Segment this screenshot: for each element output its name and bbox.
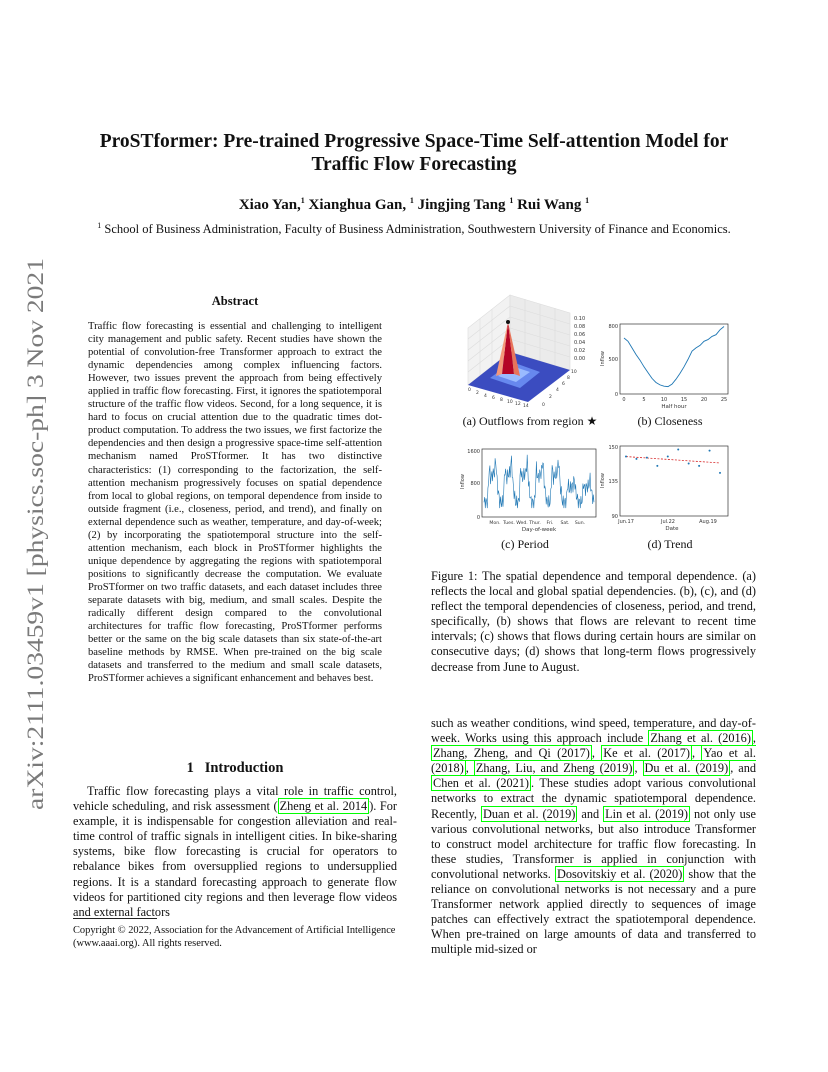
trend-chart [596, 440, 736, 535]
rc-text: , [465, 761, 474, 776]
c-xtick: Wed. [516, 521, 528, 526]
figure-1d [596, 440, 736, 535]
d-ytick: 135 [608, 479, 618, 485]
author-3: Jingjing Tang [417, 197, 506, 213]
c-xtick: Sun. [574, 521, 586, 526]
right-column-paragraph [431, 716, 756, 958]
d-xlabel: Date [665, 526, 679, 532]
rc-text: , and [730, 761, 757, 776]
a-ytick: 10 [571, 370, 577, 375]
a-xtick: 10 [507, 400, 513, 405]
c-xtick: Tues. [503, 521, 515, 526]
citation-link[interactable]: Du et al. (2019) [644, 761, 729, 776]
d-xtick: Jul.22 [661, 519, 675, 525]
period-series-line [484, 455, 594, 508]
figure-1c [454, 445, 602, 535]
b-xtick: 5 [642, 397, 646, 403]
b-ytick: 500 [608, 357, 618, 363]
intro-text-b: ). For example, it is indispensable for congestion alleviation and real-time control of traffic signals in intelligent cities. In bike-sharing systems, bike flow forecasting is crucial for operators to rebalance bikes from oversupplied regions to undersupplied regions. It is a standard forecasting approach to generate flow videos for partitioned city regions and then leverage flow videos and external factors [73, 799, 398, 919]
c-xtick: Thur. [529, 521, 541, 526]
citation-link[interactable]: Lin et al. (2019) [605, 806, 688, 821]
b-xtick: 15 [680, 397, 688, 403]
author-2-sup: 1 [409, 196, 414, 205]
closeness-series-line [624, 327, 724, 387]
intro-paragraph [73, 784, 397, 920]
d-axes [620, 446, 728, 516]
a-ytick: 0 [542, 403, 545, 408]
author-1: Xiao Yan, [238, 197, 301, 213]
a-xtick: 2 [476, 391, 479, 396]
b-xtick: 25 [720, 397, 728, 403]
arxiv-stamp-text: arXiv:2111.03459v1 [physics.soc-ph] 3 Nov 2021 [23, 339, 49, 810]
rc-text: , [692, 746, 702, 761]
citation-link[interactable]: Zhang, Liu, and Zheng (2019) [475, 761, 633, 776]
figure-1a [450, 290, 610, 415]
rc-text: and [577, 806, 604, 821]
rc-text: such as weather conditions, wind speed, temperature, and day-of-week. Works using this approach include [431, 716, 756, 746]
abstract-text: Traffic flow forecasting is essential and challenging to intelligent city management and public safety. Recent studies have shown the potential of convolution-free Transformer approach to extract the dynamic dependencies among complex influencing factors. However, two issues prevent the approach from being effectively applied in traffic flow forecasting. First, it ignores the spatiotemporal structure of the traffic flow videos. Second, for a long sequence, it is hard to focus on crucial attention due to the quadratic times dot-product computation. To address the two issues, we first factorize the dependencies and then design a progressive space-time self-attention mechanism named ProSTformer. It has two distinctive characteristics: (1) corresponding to the factorization, the self-attention mechanism progressively focuses on spatial dependence from local to global regions, on temporal dependence from inside to outside fragment (i.e., closeness, period, and trend), and finally on external dependence such as weather, temperature, and day-of-week; (2) by incorporating the spatiotemporal structure into the self-attention mechanism, each block in ProSTformer highlights the unique dependence by aggregating the regions with spatiotemporal positions to significantly decrease the computation. We evaluate ProSTformer on two traffic datasets, and each dataset includes three separate datasets with big, medium, and small scales. Despite the radically different design compared to the convolutional architectures for traffic flow forecasting, ProSTformer performs better or the same on the big scale datasets than six state-of-the-art baseline methods by RMSE. When pre-trained on the big scale datasets and transferred to the medium and small scale datasets, ProSTformer achieves a significant enhancement and behaves best. [88, 321, 382, 685]
c-xtick: Fri. [546, 521, 554, 526]
citation-link[interactable]: Zheng et al. 2014 [279, 799, 368, 814]
trend-point [635, 458, 637, 460]
trend-point [688, 463, 690, 465]
trend-point [646, 457, 648, 459]
rc-text: . These studies adopt various convolutional networks to extract the dynamic spatiotemporal dependence. Recently, [431, 776, 756, 821]
b-axes [620, 324, 728, 394]
c-ytick: 1600 [467, 449, 480, 455]
b-ylabel: Inflow [600, 351, 606, 366]
citation-link[interactable]: Duan et al. (2019) [483, 806, 576, 821]
c-axes [482, 449, 596, 517]
copyright-footnote: Copyright © 2022, Association for the Advancement of Artificial Intelligence (www.aaai.org). All rights reserved. [73, 925, 396, 949]
affiliation-text: School of Business Administration, Faculty of Business Administration, Southwestern University of Finance and Economics. [104, 222, 731, 237]
a-ztick: 0.10 [574, 316, 586, 322]
a-ytick: 4 [556, 388, 559, 393]
section-title: Introduction [204, 760, 284, 776]
author-1-sup: 1 [300, 196, 305, 205]
b-xtick: 20 [700, 397, 708, 403]
subcaption-c: (c) Period [501, 537, 549, 551]
footnote-rule [73, 918, 157, 919]
subcaption-b: (b) Closeness [637, 414, 703, 428]
citation-link[interactable]: Yao et al. (2018) [431, 746, 757, 776]
intro-text-a: Traffic flow forecasting plays a vital role in traffic control, vehicle scheduling, and risk assessment ( [73, 784, 397, 814]
trend-point [709, 450, 711, 452]
a-xtick: 4 [484, 394, 487, 399]
trend-fit-line [626, 457, 720, 463]
a-ytick: 8 [567, 376, 570, 381]
a-ztick: 0.08 [574, 324, 586, 330]
c-ytick: 0 [476, 515, 480, 521]
trend-point [719, 472, 721, 474]
c-ytick: 800 [470, 481, 480, 487]
author-2: Xianghua Gan, [308, 197, 407, 213]
a-xtick: 6 [492, 396, 495, 401]
a-ztick: 0.00 [574, 356, 586, 362]
a-ztick: 0.06 [574, 332, 586, 338]
section-heading-introduction [73, 760, 397, 777]
d-xtick: Aug.19 [699, 519, 717, 525]
d-ylabel: Inflow [600, 473, 606, 488]
rc-text: , [591, 746, 602, 761]
author-list [60, 196, 768, 214]
d-xtick: Jun.17 [618, 519, 634, 525]
author-4: Rui Wang [517, 197, 582, 213]
a-ytick: 6 [562, 382, 565, 387]
figure-1b [596, 318, 736, 413]
trend-point [625, 456, 627, 458]
trend-point [677, 449, 679, 451]
trend-point [667, 456, 669, 458]
period-chart [454, 445, 602, 535]
paper-title [60, 130, 768, 176]
title-line-1: ProSTformer: Pre-trained Progressive Space-Time Self-attention Model for [99, 131, 729, 152]
a-xtick: 12 [515, 402, 521, 407]
a-xtick: 0 [468, 388, 471, 393]
surface-plot [450, 290, 610, 415]
rc-text: show that the reliance on convolutional networks is not necessary and a pure Transformer network applied directly to sequences of image patches can effectively extract the spatiotemporal dependence. When pre-trained on large amounts of data and transferred to multiple mid-sized or [431, 866, 756, 957]
a-xtick: 14 [523, 404, 529, 409]
a-ytick: 2 [549, 395, 552, 400]
citation-link[interactable]: Chen et al. (2021) [433, 776, 530, 791]
author-3-sup: 1 [509, 196, 514, 205]
closeness-chart [596, 318, 736, 413]
arxiv-stamp [18, 255, 50, 815]
b-xtick: 10 [660, 397, 668, 403]
d-ytick: 90 [611, 514, 618, 520]
c-xtick: Mon. [489, 521, 501, 526]
rc-text: , [752, 731, 756, 746]
b-xlabel: Half hour [661, 404, 687, 410]
a-ztick: 0.02 [574, 348, 586, 354]
rc-text: not only use various convolutional networks, but also introduce Transformer to construct model architecture for traffic flow forecasting. In these studies, Transformer is applied in conjunction with convolutional networks. [431, 806, 756, 881]
subcaption-a: (a) Outflows from region ★ [462, 414, 598, 428]
c-xtick: Sat. [560, 521, 570, 526]
section-number: 1 [186, 760, 194, 776]
citation-link[interactable]: Ke et al. (2017) [603, 746, 691, 761]
rc-text: , [634, 761, 643, 776]
title-line-2: Traffic Flow Forecasting [311, 154, 517, 175]
author-4-sup: 1 [585, 196, 590, 205]
a-ztick: 0.04 [574, 340, 586, 346]
d-ytick: 150 [608, 445, 618, 451]
a-xtick: 8 [500, 398, 503, 403]
affiliation-sup: 1 [97, 221, 102, 230]
c-ylabel: Inflow [460, 474, 466, 489]
figure-caption: Figure 1: The spatial dependence and temporal dependence. (a) reflects the local and global spatial dependencies. (b), (c), and (d) reflect the temporal dependencies of closeness, period, and trend, specifically, (b) shows that flows are relevant to recent time intervals; (c) shows that flows during certain hours are similar on consecutive days; (d) shows that long-term flows progressively decrease from June to August. [431, 569, 756, 674]
affiliation [60, 221, 768, 237]
c-xlabel: Day-of-week [521, 527, 557, 533]
b-xtick: 0 [622, 397, 626, 403]
subcaption-d: (d) Trend [647, 537, 693, 551]
b-ytick: 0 [614, 392, 618, 398]
trend-point [698, 465, 700, 467]
citation-link[interactable]: Dosovitskiy et al. (2020) [556, 866, 683, 881]
citation-link[interactable]: Zhang et al. (2016) [650, 731, 751, 746]
trend-point [656, 465, 658, 467]
citation-link[interactable]: Zhang, Zheng, and Qi (2017) [433, 746, 590, 761]
abstract-heading: Abstract [211, 294, 259, 308]
b-ytick: 800 [608, 324, 618, 330]
